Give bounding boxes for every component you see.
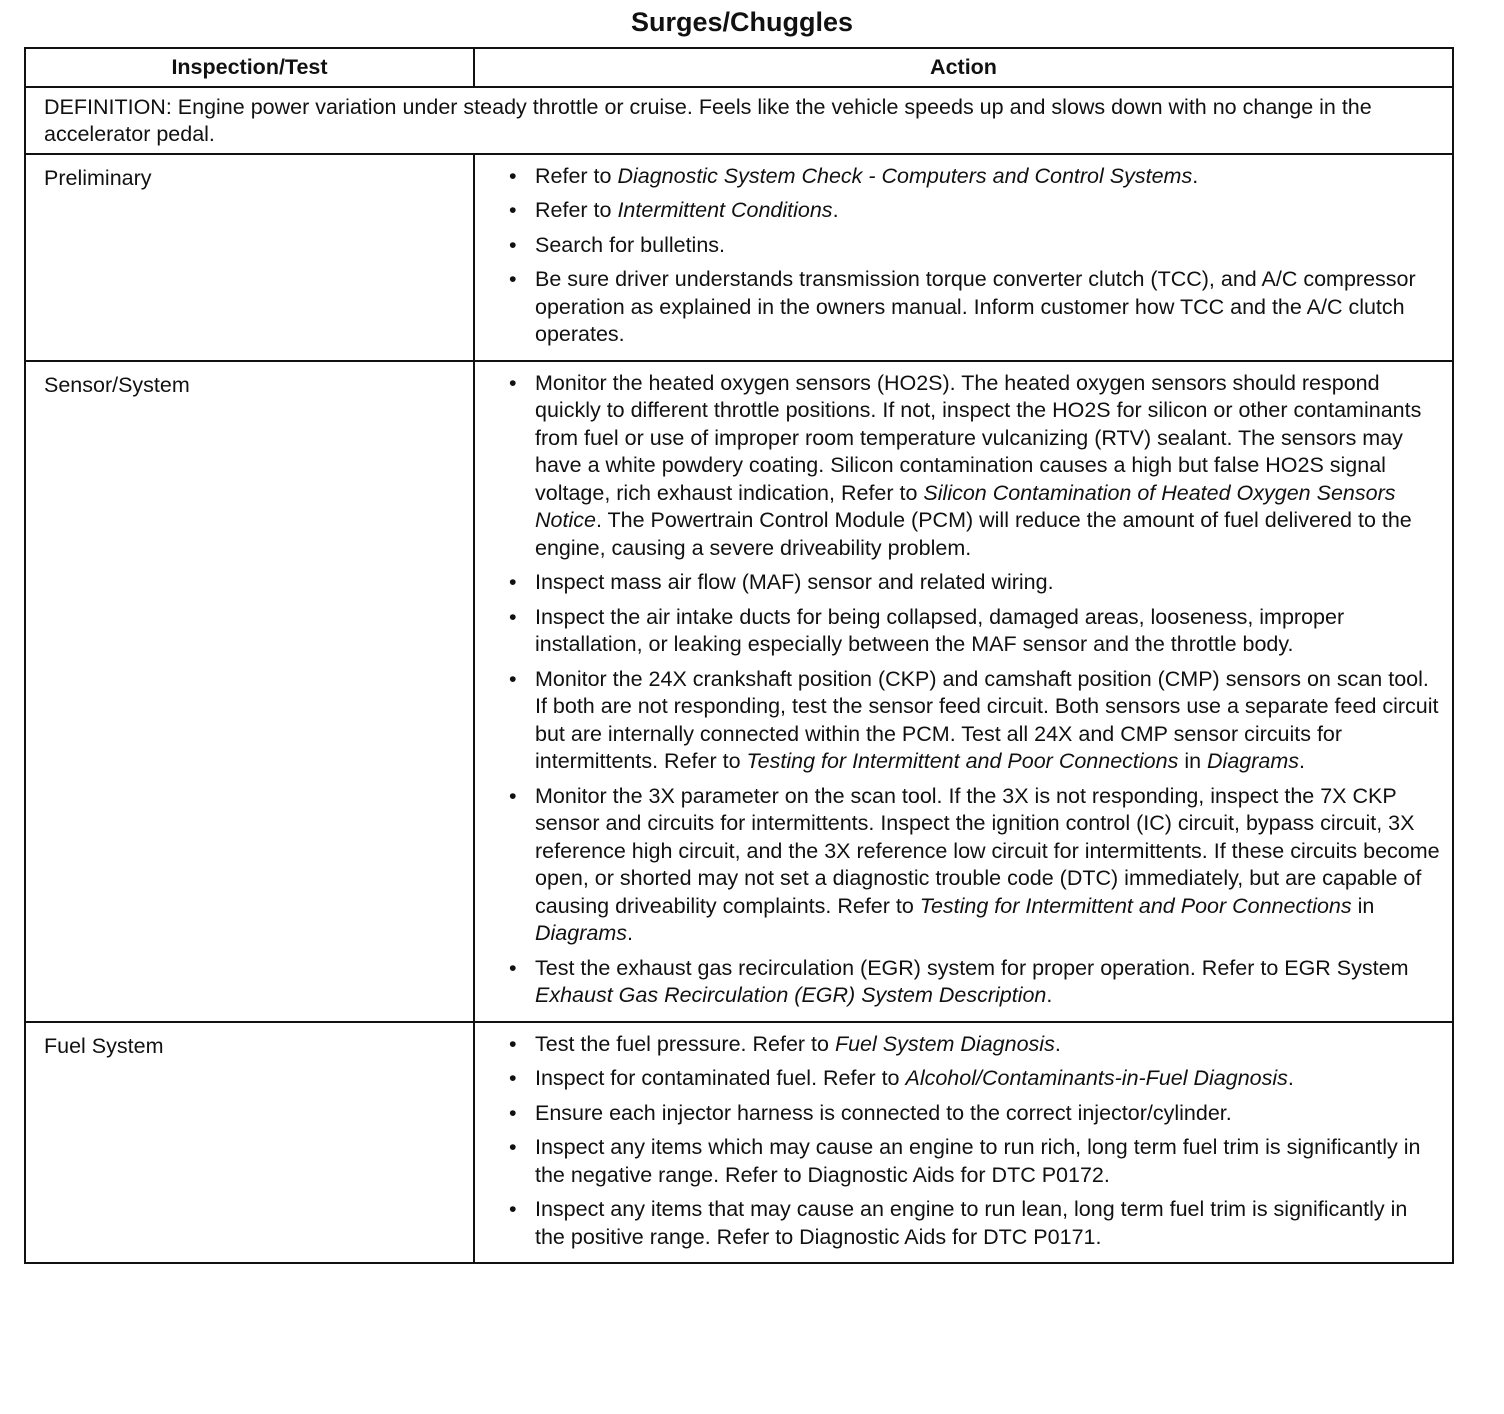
header-row [25, 48, 1453, 87]
list-item [505, 1134, 1440, 1189]
list-item [505, 370, 1440, 563]
item-text: . [1046, 983, 1053, 1007]
bullet-icon: • [509, 232, 517, 257]
item-text: . [1287, 1066, 1294, 1090]
list-item [505, 197, 1440, 225]
item-text: Inspect any items that may cause an engine to run lean, long term fuel trim is significantly in the positive range. Refer to Diagnostic Aids for DTC P0171. [535, 1197, 1408, 1249]
table-row [25, 361, 1453, 1022]
list-item [505, 1031, 1440, 1059]
item-text: Monitor the 24X crankshaft position (CKP) and camshaft position (CMP) sensors on scan tool. If both are not responding, test the sensor feed circuit. Both sensors use a separate feed circuit but are internally connected within the PCM. Test all 24X and CMP sensor circuits for intermittents. Refer to [535, 666, 1439, 773]
item-text: . [832, 198, 839, 222]
action-list [505, 163, 1440, 349]
reference-text: Silicon Contamination of Heated Oxygen Sensors Notice [535, 480, 1396, 532]
list-item [505, 604, 1440, 659]
list-item [505, 163, 1440, 191]
item-text: Ensure each injector harness is connected to the correct injector/cylinder. [535, 1100, 1232, 1125]
list-item [505, 1065, 1440, 1093]
definition-text: DEFINITION: Engine power variation under steady throttle or cruise. Feels like the vehicle speeds up and slows down with no change in the accelerator pedal. [25, 87, 1453, 154]
table-row [25, 154, 1453, 361]
list-item [505, 569, 1440, 597]
reference-text: Diagnostic System Check - Computers and Control Systems [617, 163, 1193, 188]
definition-row [25, 87, 1453, 154]
bullet-icon: • [509, 783, 517, 808]
table-row [25, 1022, 1453, 1264]
reference-text: Testing for Intermittent and Poor Connections [919, 893, 1352, 918]
inspection-label: Fuel System [25, 1022, 474, 1264]
action-cell [474, 1022, 1453, 1264]
action-cell [474, 154, 1453, 361]
item-text: . The Powertrain Control Module (PCM) will reduce the amount of fuel delivered to the engine, causing a severe driveability problem. [535, 508, 1412, 560]
header-inspection: Inspection/Test [25, 48, 474, 87]
list-item [505, 1100, 1440, 1128]
item-text: Test the fuel pressure. Refer to [535, 1031, 835, 1056]
bullet-icon: • [509, 604, 517, 629]
list-item [505, 666, 1440, 776]
inspection-label: Sensor/System [25, 361, 474, 1022]
action-list [505, 370, 1440, 1010]
item-text: Be sure driver understands transmission torque converter clutch (TCC), and A/C compressor operation as explained in the owners manual. Inform customer how TCC and the A/C clutch operates. [535, 267, 1416, 346]
bullet-icon: • [509, 1197, 517, 1221]
bullet-icon: • [509, 955, 517, 980]
header-action: Action [474, 48, 1453, 87]
bullet-icon: • [509, 1135, 517, 1159]
item-text: Inspect the air intake ducts for being collapsed, damaged areas, looseness, improper installation, or leaking especially between the MAF sensor and the throttle body. [535, 604, 1345, 656]
page-title: Surges/Chuggles [630, 7, 854, 37]
item-text: . [627, 921, 633, 945]
bullet-icon: • [509, 1066, 517, 1090]
reference-text: Diagrams [1207, 749, 1300, 773]
item-text: Monitor the 3X parameter on the scan tool. If the 3X is not responding, inspect the 7X CKP sensor and circuits for intermittents. Inspect the ignition control (IC) circuit, bypass circuit, 3X reference high circuit, and the 3X reference low circuit for intermittents. If these circuits become open, or shorted may not set a diagnostic trouble code (DTC) immediately, but are capable of causing driveability complaints. Refer to [535, 783, 1440, 918]
bullet-icon: • [509, 267, 517, 291]
item-text: Inspect any items which may cause an engine to run rich, long term fuel trim is significantly in the negative range. Refer to Diagnostic Aids for DTC P0172. [535, 1135, 1421, 1187]
item-text: in [1178, 749, 1208, 773]
bullet-icon: • [509, 1031, 517, 1056]
item-text: Test the exhaust gas recirculation (EGR) system for proper operation. Refer to EGR System [535, 955, 1409, 980]
action-cell [474, 361, 1453, 1022]
item-text: Refer to [535, 163, 618, 188]
item-text: Search for bulletins. [535, 232, 726, 257]
item-text: . [1054, 1031, 1061, 1056]
list-item [505, 955, 1440, 1010]
inspection-label: Preliminary [25, 154, 474, 361]
bullet-icon: • [509, 666, 517, 691]
reference-text: Diagrams [535, 921, 627, 945]
item-text: Inspect mass air flow (MAF) sensor and related wiring. [535, 570, 1054, 594]
list-item [505, 232, 1440, 260]
reference-text: Fuel System Diagnosis [834, 1031, 1055, 1056]
bullet-icon: • [509, 570, 517, 594]
item-text: . [1192, 163, 1199, 188]
reference-text: Exhaust Gas Recirculation (EGR) System Description [535, 983, 1047, 1007]
list-item [505, 783, 1440, 948]
bullet-icon: • [509, 163, 517, 188]
item-text: Refer to [535, 198, 618, 222]
list-item [505, 266, 1440, 349]
diagnosis-table [24, 47, 1454, 1264]
item-text: in [1351, 893, 1375, 918]
bullet-icon: • [509, 198, 517, 222]
reference-text: Alcohol/Contaminants-in-Fuel Diagnosis [905, 1066, 1288, 1090]
reference-text: Intermittent Conditions [617, 198, 833, 222]
reference-text: Testing for Intermittent and Poor Connections [746, 749, 1179, 773]
list-item [505, 1196, 1440, 1251]
item-text: Inspect for contaminated fuel. Refer to [535, 1066, 906, 1090]
action-list [505, 1031, 1440, 1252]
bullet-icon: • [509, 370, 517, 395]
bullet-icon: • [509, 1100, 517, 1125]
item-text: . [1299, 749, 1306, 773]
item-text: Monitor the heated oxygen sensors (HO2S). The heated oxygen sensors should respond quickly to different throttle positions. If not, inspect the HO2S for silicon or other contaminants from fuel or use of improper room temperature vulcanizing (RTV) sealant. The sensors may have a white powdery coating. Silicon contamination causes a high but false HO2S signal voltage, rich exhaust indication, Refer to [535, 370, 1422, 505]
